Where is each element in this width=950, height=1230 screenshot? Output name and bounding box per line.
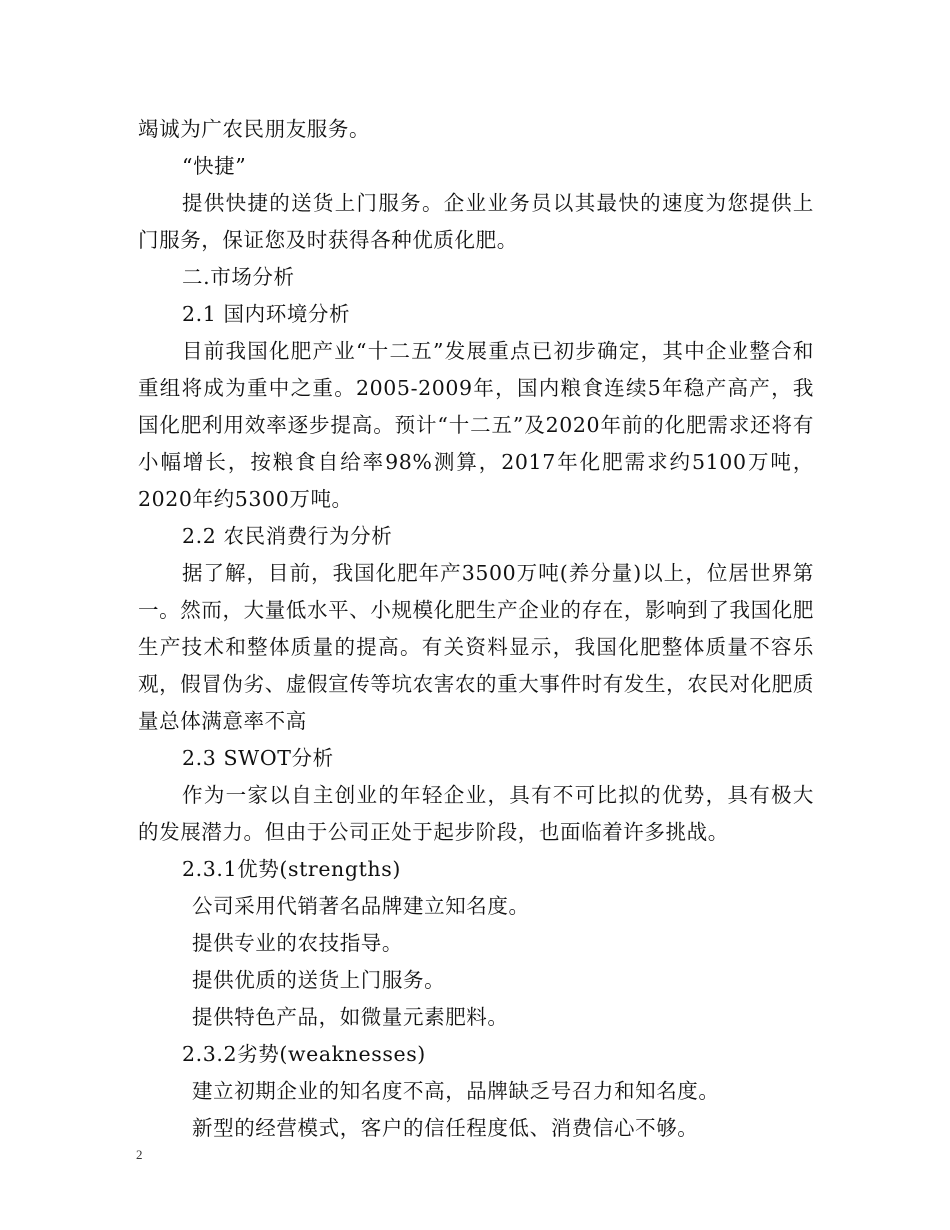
section-heading-market-analysis: 二.市场分析	[182, 265, 295, 289]
strength-item: 提供优质的送货上门服务。	[192, 968, 446, 992]
weakness-item: 新型的经营模式，客户的信任程度低、消费信心不够。	[192, 1116, 699, 1140]
weakness-item: 建立初期企业的知名度不高，品牌缺乏号召力和知名度。	[192, 1079, 720, 1103]
subsection-heading-weaknesses: 2.3.2劣势(weaknesses)	[182, 1042, 426, 1066]
subsection-heading-swot: 2.3 SWOT分析	[182, 746, 334, 770]
paragraph-domestic-analysis: 目前我国化肥产业“十二五”发展重点已初步确定，其中企业整合和重组将成为重中之重。2005-2009年，国内粮食连续5年稳产高产，我国化肥利用效率逐步提高。预计“十二五”及2020年前的化肥需求还将有小幅增长，按粮食自给率98%测算，2017年化肥需求约5100万吨，2020年约5300万吨。	[138, 339, 814, 511]
strength-item: 提供特色产品，如微量元素肥料。	[192, 1005, 509, 1029]
subsection-heading-domestic: 2.1 国内环境分析	[182, 302, 351, 326]
paragraph-continuation: 竭诚为广农民朋友服务。	[138, 117, 371, 141]
paragraph-quick-delivery: 提供快捷的送货上门服务。企业业务员以其最快的速度为您提供上门服务，保证您及时获得各种优质化肥。	[138, 191, 814, 252]
paragraph-consumer-analysis: 据了解，目前，我国化肥年产3500万吨(养分量)以上，位居世界第一。然而，大量低水平、小规模化肥生产企业的存在，影响到了我国化肥生产技术和整体质量的提高。有关资料显示，我国化肥整体质量不容乐观，假冒伪劣、虚假宣传等坑农害农的重大事件时有发生，农民对化肥质量总体满意率不高	[138, 561, 814, 733]
page-number: 2	[136, 1147, 143, 1162]
document-body	[138, 111, 814, 1147]
strength-item: 公司采用代销著名品牌建立知名度。	[192, 894, 530, 918]
strength-item: 提供专业的农技指导。	[192, 931, 403, 955]
subsection-heading-strengths: 2.3.1优势(strengths)	[182, 857, 401, 881]
subsection-heading-consumer: 2.2 农民消费行为分析	[182, 524, 393, 548]
section-heading-quick: “快捷”	[182, 154, 247, 178]
paragraph-swot-intro: 作为一家以自主创业的年轻企业，具有不可比拟的优势，具有极大的发展潜力。但由于公司正处于起步阶段，也面临着许多挑战。	[138, 783, 814, 844]
